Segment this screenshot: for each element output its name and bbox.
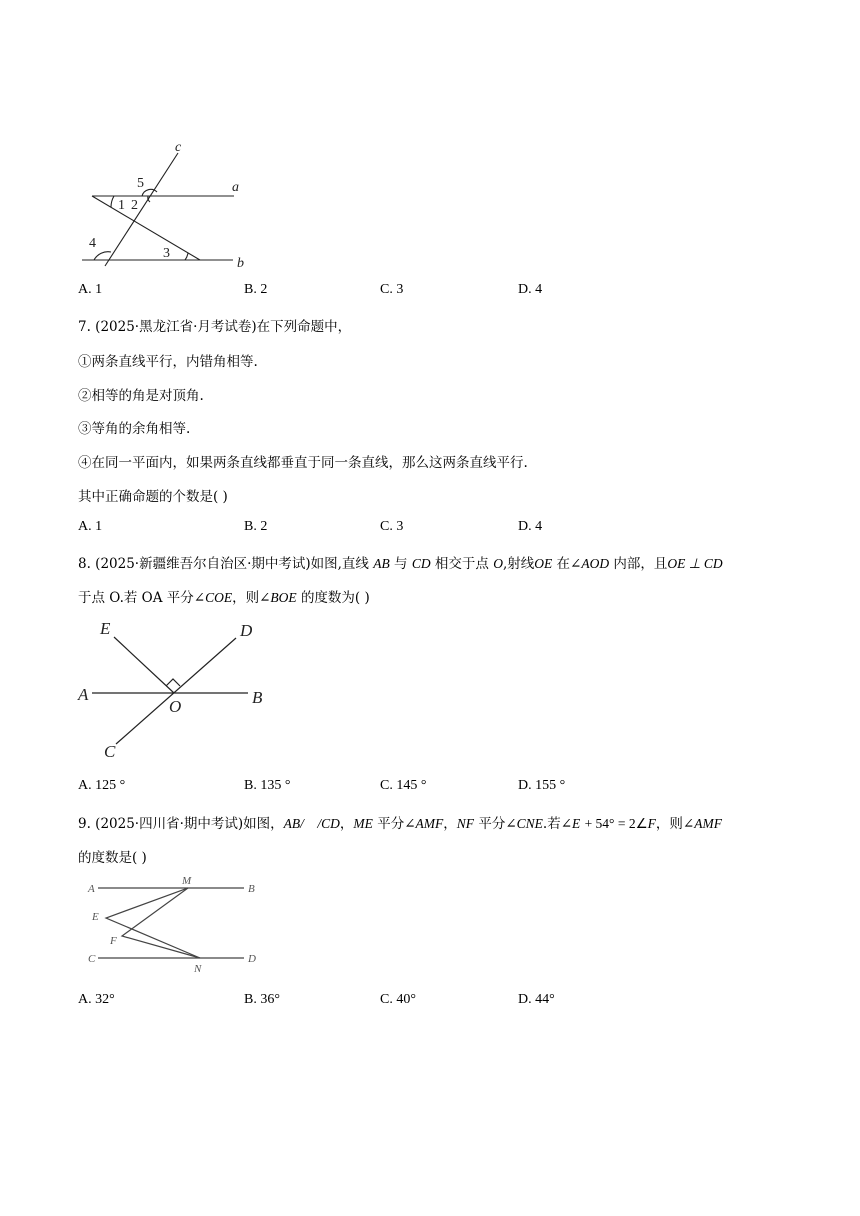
q9-math-op: + 54° = 2∠ — [584, 816, 648, 831]
q8-figure — [74, 614, 274, 764]
label-2: 2 — [131, 198, 138, 213]
q8-text: 与 — [394, 556, 408, 572]
angle-arc-3 — [185, 253, 188, 260]
q9-math: AMF — [694, 816, 722, 831]
q7-prop-4: ④在同一平面内，如果两条直线都垂直于同一条直线，那么这两条直线平行. — [78, 455, 528, 471]
q9-math: AB/ /CD — [283, 816, 340, 831]
q8-option-c[interactable]: C. 145 ° — [380, 778, 427, 793]
q9-text: ， — [443, 816, 457, 832]
label-A: A — [78, 685, 89, 704]
q9-option-c[interactable]: C. 40° — [380, 992, 416, 1007]
q9-math: ME — [353, 816, 373, 831]
line-cd — [116, 638, 236, 744]
label-B: B — [248, 883, 255, 895]
q8-math: AB — [373, 556, 390, 571]
label-C: C — [104, 742, 116, 761]
q8-option-d[interactable]: D. 155 ° — [518, 778, 566, 793]
q7-prop-2: ②相等的角是对顶角. — [78, 388, 204, 404]
q7-option-d[interactable]: D. 4 — [518, 519, 543, 534]
q8-text: 内部，且 — [613, 556, 668, 572]
q9-math: CNE — [516, 816, 543, 831]
q9-text: ，则∠ — [655, 816, 695, 832]
q9-math: F — [647, 816, 656, 831]
q9-stem-line1 — [78, 812, 722, 832]
q9-option-d[interactable]: D. 44° — [518, 992, 555, 1007]
q8-stem-line2 — [78, 586, 370, 606]
q8-text: 8. (2025·新疆维吾尔自治区·期中考试)如图,直线 — [78, 556, 369, 572]
label-D: D — [240, 621, 253, 640]
q6-option-c[interactable]: C. 3 — [380, 282, 404, 297]
q8-text: 于点 O.若 OA 平分∠ — [78, 590, 206, 606]
q7-prop-1: ①两条直线平行，内错角相等. — [78, 354, 258, 370]
q7-option-c[interactable]: C. 3 — [380, 519, 404, 534]
q8-math: OE ⊥ CD — [667, 556, 723, 571]
q8-math: BOE — [270, 590, 297, 605]
q8-math: COE — [205, 590, 233, 605]
q9-option-b[interactable]: B. 36° — [244, 992, 280, 1007]
q6-option-d[interactable]: D. 4 — [518, 282, 543, 297]
angle-arc-4 — [94, 252, 111, 260]
label-B: B — [252, 688, 263, 707]
label-F: F — [110, 935, 117, 947]
label-O: O — [169, 697, 182, 716]
label-5: 5 — [137, 176, 144, 191]
right-angle-mark — [166, 679, 180, 686]
q7-option-a[interactable]: A. 1 — [78, 519, 103, 534]
label-c: c — [175, 140, 182, 155]
q6-option-b[interactable]: B. 2 — [244, 282, 268, 297]
ray-oe — [114, 637, 174, 693]
label-1: 1 — [118, 198, 125, 213]
transversal — [92, 196, 200, 260]
q8-math: CD — [411, 556, 431, 571]
q8-text: ,射线 — [502, 556, 535, 572]
q8-text: 相交于点 — [434, 556, 489, 572]
q8-text: 的度数为( ) — [300, 590, 370, 606]
q6-figure — [78, 136, 258, 272]
q8-math: OE — [534, 556, 553, 571]
q9-text: .若∠ — [542, 816, 573, 832]
q9-stem-line2: 的度数是( ) — [78, 850, 147, 866]
angle-arc-5 — [142, 189, 157, 196]
q8-option-b[interactable]: B. 135 ° — [244, 778, 291, 793]
q7-option-b[interactable]: B. 2 — [244, 519, 268, 534]
label-3: 3 — [163, 246, 170, 261]
q7-question: 其中正确命题的个数是( ) — [78, 489, 228, 505]
q9-figure — [84, 872, 264, 978]
q7-prop-3: ③等角的余角相等. — [78, 421, 191, 437]
q8-stem-line1 — [78, 552, 723, 572]
q8-math: AOD — [581, 556, 610, 571]
label-N: N — [194, 963, 202, 975]
q8-math: O — [493, 556, 503, 571]
q6-option-a[interactable]: A. 1 — [78, 282, 103, 297]
q7-stem: 7. (2025·黑龙江省·月考试卷)在下列命题中， — [78, 319, 352, 335]
q9-math: NF — [456, 816, 475, 831]
q9-text: 平分∠ — [478, 816, 517, 832]
label-D: D — [248, 953, 256, 965]
q9-text: 9. (2025·四川省·期中考试)如图， — [78, 816, 284, 832]
q8-option-a[interactable]: A. 125 ° — [78, 778, 126, 793]
path-m-e-n — [106, 888, 200, 958]
label-b: b — [237, 256, 244, 271]
label-E: E — [100, 619, 111, 638]
q9-text: 平分∠ — [377, 816, 416, 832]
angle-arc-1 — [111, 196, 114, 207]
label-A: A — [88, 883, 95, 895]
q9-math: E — [572, 816, 581, 831]
label-4: 4 — [89, 236, 96, 251]
q9-text: ， — [339, 816, 354, 832]
q9-math: AMF — [415, 816, 444, 831]
q8-text: ，则∠ — [232, 590, 271, 606]
q8-text: 在∠ — [556, 556, 582, 572]
label-E: E — [92, 911, 99, 923]
label-M: M — [182, 875, 192, 887]
q9-option-a[interactable]: A. 32° — [78, 992, 115, 1007]
label-C: C — [88, 953, 96, 965]
label-a: a — [232, 180, 239, 195]
